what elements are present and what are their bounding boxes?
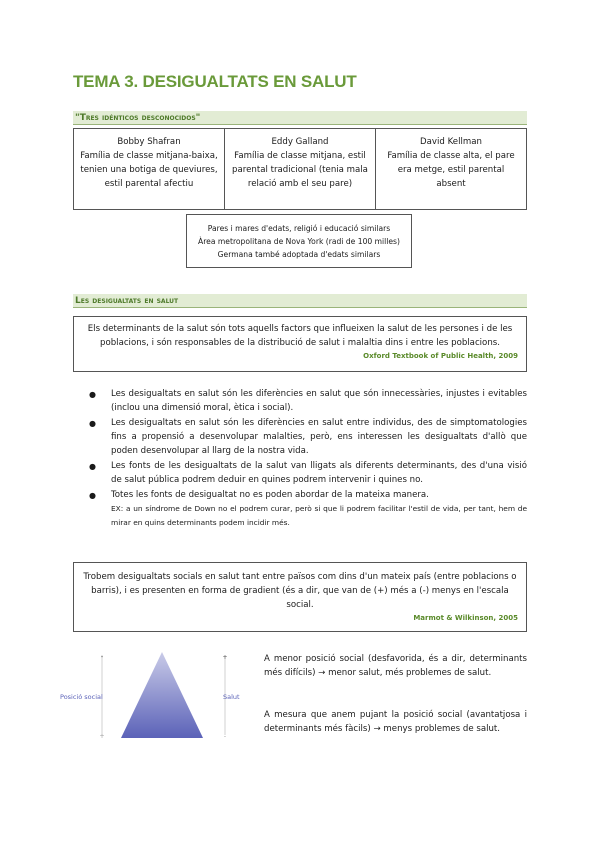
quote-source: Marmot & Wilkinson, 2005	[413, 614, 518, 622]
twin-description: Família de classe alta, el pare era metge, estil parental absent	[387, 151, 515, 189]
bullet-item	[73, 459, 527, 487]
bullet-dot-icon: ●	[89, 390, 96, 399]
left-axis-label: Posició social	[60, 693, 103, 701]
twin-name: David Kellman	[420, 137, 482, 147]
twins-table	[73, 128, 527, 210]
twin-description: Família de classe mitjana-baixa, tenien una botiga de queviures, estil parental afectiu	[80, 151, 218, 189]
pyramid-triangle	[121, 652, 203, 738]
twin-cell-1	[74, 129, 225, 209]
twin-cell-2	[225, 129, 376, 209]
social-gradient-pyramid	[60, 650, 250, 740]
bullet-dot-icon: ●	[89, 491, 96, 500]
bullet-item	[73, 488, 527, 530]
quote-text: Els determinants de la salut són tots aquells factors que influeixen la salut de les persones i de les poblacions, i són responsables de la distribució de salut i malaltia dins i entre les poblacions.	[87, 324, 513, 348]
determinants-quote-box	[73, 316, 527, 372]
shared-line: Germana també adoptada d'edats similars	[217, 250, 381, 259]
bullet-list	[73, 387, 527, 531]
right-top-sign: +	[222, 654, 228, 661]
bullet-text: Les desigualtats en salut són les diferències en salut entre individus, des de simptomatologies fins a propensió a desenvolupar malalties, però, ens interessen les desigualtats d'allò que poden desenvolupar al llarg de la nostra vida.	[111, 418, 527, 456]
bullet-item	[73, 387, 527, 415]
shared-line: Pares i mares d'edats, religió i educació similars	[207, 224, 391, 233]
twin-name: Eddy Galland	[271, 137, 329, 147]
bullet-text: Totes les fonts de desigualtat no es poden abordar de la mateixa manera.	[111, 490, 429, 500]
quote-text: Trobem desigualtats socials en salut tant entre països com dins d'un mateix país (entre poblacions o barris), i es presenten en forma de gradient (és a dir, que van de (+) més a (-) menys en l'escala social.	[83, 572, 517, 610]
page-title: TEMA 3. DESIGUALTATS EN SALUT	[73, 72, 357, 91]
quote-source: Oxford Textbook of Public Health, 2009	[363, 352, 518, 360]
pyramid-explanation-1: A menor posició social (desfavorida, és a dir, determinants més difícils) → menor salut, més problemes de salut.	[264, 654, 527, 678]
marmot-quote-box	[73, 562, 527, 632]
right-axis-label: Salut	[223, 693, 240, 701]
left-bottom-sign: +	[99, 733, 105, 740]
left-top-sign: -	[100, 653, 104, 661]
shared-line: Àrea metropolitana de Nova York (radi de 100 milles)	[198, 237, 400, 246]
section-header-tres-identicos: "Tres idénticos desconocidos"	[73, 111, 527, 125]
right-bottom-sign: -	[223, 733, 227, 740]
section-header-desigualtats: Les desigualtats en salut	[73, 294, 527, 308]
twin-cell-3	[376, 129, 526, 209]
bullet-dot-icon: ●	[89, 462, 96, 471]
pyramid-explanation-2: A mesura que anem pujant la posició social (avantatjosa i determinants més fàcils) → menys problemes de salut.	[264, 710, 527, 734]
twin-name: Bobby Shafran	[117, 137, 181, 147]
twin-description: Família de classe mitjana, estil parental tradicional (tenia mala relació amb el seu pare)	[232, 151, 368, 189]
shared-conditions-box	[186, 214, 412, 268]
bullet-text: Les fonts de les desigualtats de la salut van lligats als diferents determinants, des d'una visió de salut pública podrem deduir en quines podrem intervenir i quines no.	[111, 461, 527, 485]
bullet-dot-icon: ●	[89, 419, 96, 428]
bullet-text: Les desigualtats en salut són les diferències en salut que són innecessàries, injustes i evitables (inclou una dimensió moral, ètica i social).	[111, 389, 527, 413]
bullet-example: EX: a un síndrome de Down no el podrem curar, però si que li podrem facilitar l'estil de vida, per tant, hem de mirar en quins determinants podem incidir més.	[111, 504, 527, 527]
bullet-item	[73, 416, 527, 458]
